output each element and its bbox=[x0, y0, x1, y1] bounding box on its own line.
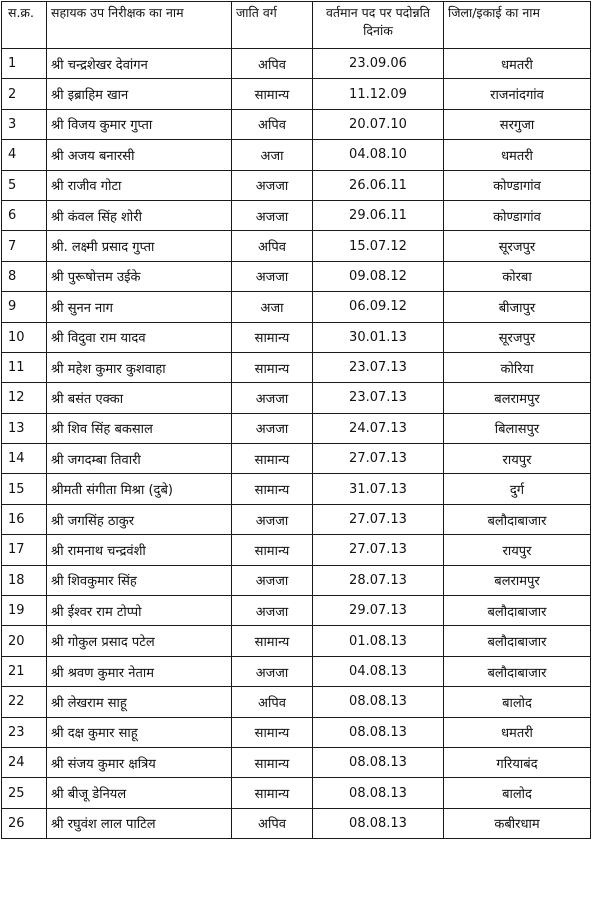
promotion-date-cell: 23.09.06 bbox=[313, 49, 444, 79]
serial-number-cell: 18 bbox=[2, 565, 47, 595]
header-officer-name: सहायक उप निरीक्षक का नाम bbox=[47, 2, 232, 49]
table-row bbox=[2, 322, 591, 352]
district-cell: बलौदाबाजार bbox=[444, 596, 591, 626]
district-cell: बलरामपुर bbox=[444, 383, 591, 413]
serial-number-cell: 13 bbox=[2, 413, 47, 443]
promotion-date-cell: 29.07.13 bbox=[313, 596, 444, 626]
serial-number-cell: 20 bbox=[2, 626, 47, 656]
serial-number-cell: 14 bbox=[2, 444, 47, 474]
promotion-date-cell: 27.07.13 bbox=[313, 444, 444, 474]
district-cell: बीजापुर bbox=[444, 292, 591, 322]
officer-name-cell: श्री महेश कुमार कुशवाहा bbox=[47, 352, 232, 382]
officer-name-cell: श्री विदुवा राम यादव bbox=[47, 322, 232, 352]
promotion-date-cell: 09.08.12 bbox=[313, 261, 444, 291]
caste-category-cell: सामान्य bbox=[232, 444, 313, 474]
officer-name-cell: श्री रघुवंश लाल पाटिल bbox=[47, 808, 232, 838]
officer-name-cell: श्री कंवल सिंह शोरी bbox=[47, 200, 232, 230]
caste-category-cell: अजजा bbox=[232, 413, 313, 443]
promotion-date-cell: 01.08.13 bbox=[313, 626, 444, 656]
district-cell: बालोद bbox=[444, 778, 591, 808]
caste-category-cell: सामान्य bbox=[232, 626, 313, 656]
district-cell: धमतरी bbox=[444, 717, 591, 747]
serial-number-cell: 15 bbox=[2, 474, 47, 504]
caste-category-cell: अजजा bbox=[232, 656, 313, 686]
officer-name-cell: श्री शिवकुमार सिंह bbox=[47, 565, 232, 595]
header-row bbox=[2, 2, 591, 49]
officer-name-cell: श्री सुनन नाग bbox=[47, 292, 232, 322]
serial-number-cell: 24 bbox=[2, 747, 47, 777]
officer-name-cell: श्री जगसिंह ठाकुर bbox=[47, 504, 232, 534]
serial-number-cell: 16 bbox=[2, 504, 47, 534]
table-row bbox=[2, 383, 591, 413]
caste-category-cell: सामान्य bbox=[232, 474, 313, 504]
caste-category-cell: अजजा bbox=[232, 200, 313, 230]
district-cell: राजनांदगांव bbox=[444, 79, 591, 109]
promotion-date-cell: 04.08.10 bbox=[313, 140, 444, 170]
officer-name-cell: श्री बसंत एक्का bbox=[47, 383, 232, 413]
district-cell: कोण्डागांव bbox=[444, 170, 591, 200]
header-caste-category: जाति वर्ग bbox=[232, 2, 313, 49]
promotion-date-cell: 26.06.11 bbox=[313, 170, 444, 200]
table-row bbox=[2, 200, 591, 230]
officer-name-cell: श्री जगदम्बा तिवारी bbox=[47, 444, 232, 474]
district-cell: सरगुजा bbox=[444, 109, 591, 139]
table-row bbox=[2, 352, 591, 382]
table-row bbox=[2, 444, 591, 474]
table-row bbox=[2, 808, 591, 838]
officer-name-cell: श्री श्रवण कुमार नेताम bbox=[47, 656, 232, 686]
officer-name-cell: श्री विजय कुमार गुप्ता bbox=[47, 109, 232, 139]
caste-category-cell: अजजा bbox=[232, 261, 313, 291]
promotion-date-cell: 27.07.13 bbox=[313, 535, 444, 565]
table-row bbox=[2, 170, 591, 200]
table-header bbox=[2, 2, 591, 49]
caste-category-cell: अजजा bbox=[232, 170, 313, 200]
serial-number-cell: 6 bbox=[2, 200, 47, 230]
officer-name-cell: श्री बीजू डेनियल bbox=[47, 778, 232, 808]
table-row bbox=[2, 687, 591, 717]
serial-number-cell: 19 bbox=[2, 596, 47, 626]
serial-number-cell: 22 bbox=[2, 687, 47, 717]
promotion-date-cell: 29.06.11 bbox=[313, 200, 444, 230]
district-cell: कोण्डागांव bbox=[444, 200, 591, 230]
promotion-date-cell: 08.08.13 bbox=[313, 687, 444, 717]
officer-name-cell: श्री चन्द्रशेखर देवांगन bbox=[47, 49, 232, 79]
header-promotion-date: वर्तमान पद पर पदोन्नति दिनांक bbox=[313, 2, 444, 49]
promotion-date-cell: 08.08.13 bbox=[313, 808, 444, 838]
officer-name-cell: श्री. लक्ष्मी प्रसाद गुप्ता bbox=[47, 231, 232, 261]
table-row bbox=[2, 109, 591, 139]
serial-number-cell: 2 bbox=[2, 79, 47, 109]
promotion-date-cell: 23.07.13 bbox=[313, 383, 444, 413]
promotion-date-cell: 08.08.13 bbox=[313, 747, 444, 777]
table-row bbox=[2, 626, 591, 656]
officer-name-cell: श्री शिव सिंह बकसाल bbox=[47, 413, 232, 443]
officer-name-cell: श्री राजीव गोटा bbox=[47, 170, 232, 200]
table-row bbox=[2, 535, 591, 565]
district-cell: कोरबा bbox=[444, 261, 591, 291]
header-serial-number: स.क्र. bbox=[2, 2, 47, 49]
table-row bbox=[2, 292, 591, 322]
promotion-date-cell: 31.07.13 bbox=[313, 474, 444, 504]
caste-category-cell: अपिव bbox=[232, 109, 313, 139]
district-cell: बिलासपुर bbox=[444, 413, 591, 443]
promotion-date-cell: 24.07.13 bbox=[313, 413, 444, 443]
caste-category-cell: सामान्य bbox=[232, 778, 313, 808]
serial-number-cell: 21 bbox=[2, 656, 47, 686]
officer-name-cell: श्री ईश्वर राम टोप्पो bbox=[47, 596, 232, 626]
caste-category-cell: सामान्य bbox=[232, 717, 313, 747]
promotion-date-cell: 06.09.12 bbox=[313, 292, 444, 322]
serial-number-cell: 8 bbox=[2, 261, 47, 291]
table-row bbox=[2, 504, 591, 534]
table-row bbox=[2, 79, 591, 109]
promotion-list-table bbox=[1, 1, 591, 839]
district-cell: धमतरी bbox=[444, 49, 591, 79]
caste-category-cell: सामान्य bbox=[232, 79, 313, 109]
table-row bbox=[2, 474, 591, 504]
district-cell: बलौदाबाजार bbox=[444, 656, 591, 686]
serial-number-cell: 7 bbox=[2, 231, 47, 261]
table-body bbox=[2, 49, 591, 839]
table-row bbox=[2, 656, 591, 686]
district-cell: रायपुर bbox=[444, 444, 591, 474]
caste-category-cell: सामान्य bbox=[232, 535, 313, 565]
caste-category-cell: अजजा bbox=[232, 596, 313, 626]
promotion-date-cell: 23.07.13 bbox=[313, 352, 444, 382]
officer-name-cell: श्री रामनाथ चन्द्रवंशी bbox=[47, 535, 232, 565]
serial-number-cell: 25 bbox=[2, 778, 47, 808]
district-cell: धमतरी bbox=[444, 140, 591, 170]
promotion-date-cell: 27.07.13 bbox=[313, 504, 444, 534]
table-row bbox=[2, 778, 591, 808]
district-cell: बलौदाबाजार bbox=[444, 626, 591, 656]
serial-number-cell: 5 bbox=[2, 170, 47, 200]
promotion-date-cell: 11.12.09 bbox=[313, 79, 444, 109]
promotion-date-cell: 08.08.13 bbox=[313, 717, 444, 747]
district-cell: बालोद bbox=[444, 687, 591, 717]
officer-name-cell: श्रीमती संगीता मिश्रा (दुबे) bbox=[47, 474, 232, 504]
caste-category-cell: अजा bbox=[232, 140, 313, 170]
district-cell: कोरिया bbox=[444, 352, 591, 382]
promotion-date-cell: 08.08.13 bbox=[313, 778, 444, 808]
serial-number-cell: 26 bbox=[2, 808, 47, 838]
promotion-date-cell: 28.07.13 bbox=[313, 565, 444, 595]
serial-number-cell: 10 bbox=[2, 322, 47, 352]
caste-category-cell: अपिव bbox=[232, 49, 313, 79]
serial-number-cell: 1 bbox=[2, 49, 47, 79]
table-row bbox=[2, 140, 591, 170]
table-row bbox=[2, 413, 591, 443]
table-row bbox=[2, 261, 591, 291]
caste-category-cell: सामान्य bbox=[232, 352, 313, 382]
promotion-date-cell: 04.08.13 bbox=[313, 656, 444, 686]
serial-number-cell: 23 bbox=[2, 717, 47, 747]
officer-name-cell: श्री पुरूषोत्तम उईके bbox=[47, 261, 232, 291]
promotion-date-cell: 30.01.13 bbox=[313, 322, 444, 352]
caste-category-cell: अजा bbox=[232, 292, 313, 322]
district-cell: सूरजपुर bbox=[444, 231, 591, 261]
district-cell: सूरजपुर bbox=[444, 322, 591, 352]
table-row bbox=[2, 565, 591, 595]
table-row bbox=[2, 49, 591, 79]
officer-name-cell: श्री दक्ष कुमार साहू bbox=[47, 717, 232, 747]
table-row bbox=[2, 231, 591, 261]
district-cell: दुर्ग bbox=[444, 474, 591, 504]
district-cell: बलौदाबाजार bbox=[444, 504, 591, 534]
serial-number-cell: 12 bbox=[2, 383, 47, 413]
district-cell: बलरामपुर bbox=[444, 565, 591, 595]
district-cell: गरियाबंद bbox=[444, 747, 591, 777]
caste-category-cell: सामान्य bbox=[232, 747, 313, 777]
district-cell: कबीरधाम bbox=[444, 808, 591, 838]
caste-category-cell: अपिव bbox=[232, 808, 313, 838]
serial-number-cell: 17 bbox=[2, 535, 47, 565]
caste-category-cell: अजजा bbox=[232, 565, 313, 595]
promotion-date-cell: 20.07.10 bbox=[313, 109, 444, 139]
officer-name-cell: श्री इब्राहिम खान bbox=[47, 79, 232, 109]
officer-name-cell: श्री लेखराम साहू bbox=[47, 687, 232, 717]
officer-name-cell: श्री गोकुल प्रसाद पटेल bbox=[47, 626, 232, 656]
header-district: जिला/इकाई का नाम bbox=[444, 2, 591, 49]
caste-category-cell: अपिव bbox=[232, 231, 313, 261]
officer-name-cell: श्री अजय बनारसी bbox=[47, 140, 232, 170]
caste-category-cell: अपिव bbox=[232, 687, 313, 717]
caste-category-cell: अजजा bbox=[232, 383, 313, 413]
serial-number-cell: 9 bbox=[2, 292, 47, 322]
table-row bbox=[2, 747, 591, 777]
table-row bbox=[2, 717, 591, 747]
serial-number-cell: 4 bbox=[2, 140, 47, 170]
serial-number-cell: 11 bbox=[2, 352, 47, 382]
promotion-date-cell: 15.07.12 bbox=[313, 231, 444, 261]
serial-number-cell: 3 bbox=[2, 109, 47, 139]
district-cell: रायपुर bbox=[444, 535, 591, 565]
table-row bbox=[2, 596, 591, 626]
caste-category-cell: सामान्य bbox=[232, 322, 313, 352]
officer-name-cell: श्री संजय कुमार क्षत्रिय bbox=[47, 747, 232, 777]
caste-category-cell: अजजा bbox=[232, 504, 313, 534]
